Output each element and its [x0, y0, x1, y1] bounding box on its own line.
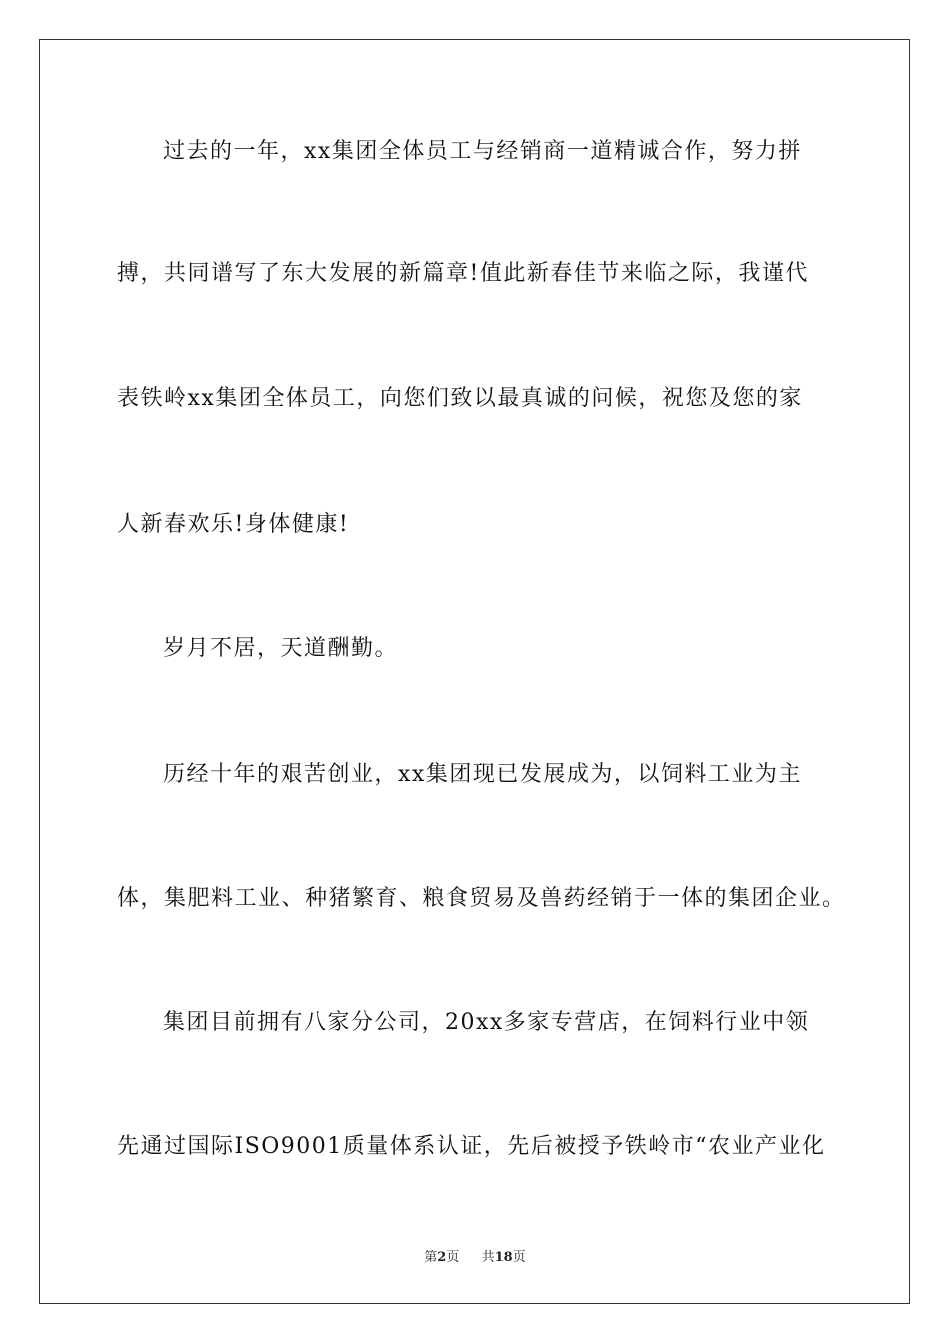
page-border: [39, 39, 910, 1304]
page-footer: [0, 1246, 950, 1265]
total-suffix: 页: [512, 1250, 526, 1265]
paragraph-line: 先通过国际ISO9001质量体系认证，先后被授予铁岭市“农业产业化: [117, 1134, 826, 1159]
total-pages: 18: [494, 1250, 513, 1265]
paragraph-line: 表铁岭xx集团全体员工，向您们致以最真诚的问候，祝您及您的家: [117, 386, 803, 411]
page-number: 2: [437, 1250, 447, 1265]
paragraph-line: 体，集肥料工业、种猪繁育、粮食贸易及兽药经销于一体的集团企业。: [117, 886, 846, 911]
page-prefix: 第: [424, 1250, 438, 1265]
paragraph-line: 历经十年的艰苦创业，xx集团现已发展成为，以饲料工业为主: [163, 762, 802, 787]
total-prefix: 共: [481, 1250, 495, 1265]
paragraph-line: 过去的一年，xx集团全体员工与经销商一道精诚合作，努力拼: [163, 139, 802, 164]
page-suffix: 页: [446, 1250, 460, 1265]
paragraph-line: 搏，共同谱写了东大发展的新篇章!值此新春佳节来临之际，我谨代: [117, 261, 809, 286]
paragraph-line: 岁月不居，天道酬勤。: [163, 636, 399, 661]
paragraph-line: 集团目前拥有八家分公司，20xx多家专营店，在饲料行业中领: [163, 1010, 810, 1035]
paragraph-line: 人新春欢乐!身体健康!: [117, 512, 350, 537]
